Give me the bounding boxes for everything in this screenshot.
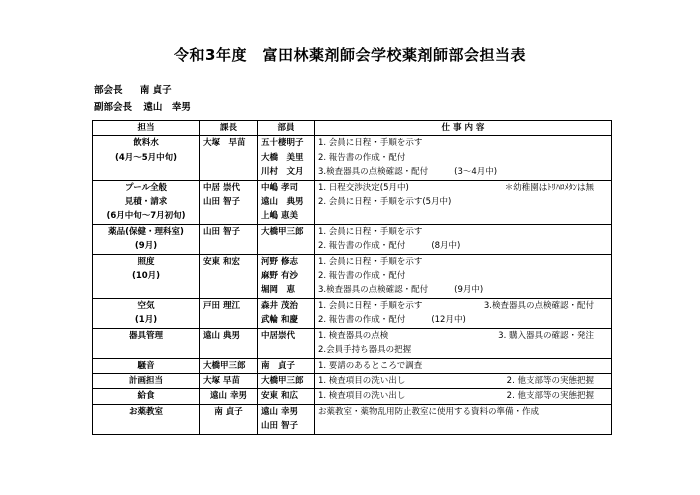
cell-kacho <box>200 283 258 298</box>
cell-buin: 堀岡 恵 <box>258 283 315 298</box>
cell-tanto: 薬品(保健・理科室) <box>93 224 200 239</box>
task-item: (3～4月中) <box>454 167 498 178</box>
task-item: 1. 検査項目の洗い出し <box>318 375 406 386</box>
task-item: 1. 会員に日程・手順を示す <box>318 300 423 311</box>
cell-kacho <box>200 151 258 165</box>
cell-buin: 大橋 美里 <box>258 151 315 165</box>
task-item: 2. 報告書の作成・配付 <box>318 271 406 282</box>
cell-buin <box>258 239 315 254</box>
cell-tanto: プール全般 <box>93 180 200 195</box>
cell-buin: 安東 和広 <box>258 389 315 404</box>
task-item: 2.会員手持ち器具の把握 <box>318 345 412 356</box>
vice-chair-label: 副部会長 <box>94 102 133 113</box>
table-row <box>93 419 612 434</box>
table-row <box>93 328 612 343</box>
cell-buin: 大橋甲三郎 <box>258 373 315 388</box>
task-item: 1. 要請のあるところで調査 <box>318 360 423 371</box>
table-row <box>93 313 612 328</box>
cell-kacho <box>200 239 258 254</box>
cell-tasks <box>315 419 612 434</box>
cell-tasks <box>315 343 612 358</box>
cell-kacho: 南 貞子 <box>200 404 258 419</box>
cell-tasks <box>315 165 612 180</box>
header-tasks: 仕 事 内 容 <box>315 121 612 136</box>
task-item: 2. 報告書の作成・配付 <box>318 315 406 326</box>
task-item: 3.検査器具の点検確認・配付 <box>318 167 429 178</box>
table-row <box>93 165 612 180</box>
table-row <box>93 404 612 419</box>
table-header-row <box>93 121 612 136</box>
cell-buin: 麻野 有沙 <box>258 269 315 283</box>
header-buin: 部員 <box>258 121 315 136</box>
cell-kacho: 山田 智子 <box>200 195 258 209</box>
cell-tasks <box>315 195 612 209</box>
cell-buin: 南 貞子 <box>258 358 315 373</box>
cell-buin: 遠山 典男 <box>258 195 315 209</box>
cell-kacho: 遠山 幸男 <box>200 389 258 404</box>
cell-tanto: 空気 <box>93 298 200 313</box>
task-item: 2. 他支部等の実態把握 <box>506 391 594 402</box>
task-item: 1. 会員に日程・手順を示す <box>318 138 423 149</box>
cell-tanto <box>93 165 200 180</box>
cell-tasks <box>315 180 612 195</box>
cell-kacho <box>200 343 258 358</box>
cell-tasks <box>315 209 612 224</box>
cell-buin: 川村 文月 <box>258 165 315 180</box>
cell-kacho <box>200 165 258 180</box>
table-row <box>93 136 612 151</box>
cell-kacho: 遠山 典男 <box>200 328 258 343</box>
cell-buin: 山田 智子 <box>258 419 315 434</box>
cell-buin: 武輪 和慶 <box>258 313 315 328</box>
table-row <box>93 209 612 224</box>
cell-kacho: 安東 和宏 <box>200 254 258 269</box>
cell-tasks <box>315 328 612 343</box>
cell-kacho: 大塚 早苗 <box>200 373 258 388</box>
cell-buin: 中居崇代 <box>258 328 315 343</box>
cell-kacho: 戸田 理江 <box>200 298 258 313</box>
table-row <box>93 180 612 195</box>
duty-table <box>92 120 612 435</box>
cell-tanto: 騒音 <box>93 358 200 373</box>
cell-tanto: 給食 <box>93 389 200 404</box>
cell-tanto: お薬教室 <box>93 404 200 419</box>
cell-tanto: 器具管理 <box>93 328 200 343</box>
cell-tasks <box>315 269 612 283</box>
cell-tasks <box>315 239 612 254</box>
cell-tanto: 見積・請求 <box>93 195 200 209</box>
table-row <box>93 254 612 269</box>
table-row <box>93 298 612 313</box>
chair-line <box>94 82 172 96</box>
task-item: (8月中) <box>431 241 461 252</box>
cell-buin <box>258 343 315 358</box>
table-row <box>93 195 612 209</box>
cell-tasks <box>315 224 612 239</box>
cell-tasks <box>315 283 612 298</box>
cell-tasks <box>315 373 612 388</box>
table-body <box>93 136 612 434</box>
page-title: 令和3年度 富田林薬剤師会学校薬剤師部会担当表 <box>174 46 526 64</box>
header-tanto: 担当 <box>93 121 200 136</box>
task-item: 1. 検査項目の洗い出し <box>318 391 406 402</box>
cell-kacho <box>200 313 258 328</box>
vice-chair-line <box>94 99 191 113</box>
cell-tanto: (10月) <box>93 269 200 283</box>
cell-tasks <box>315 313 612 328</box>
table-row <box>93 151 612 165</box>
task-item: 1. 会員に日程・手順を示す <box>318 226 423 237</box>
cell-buin: 中嶋 孝司 <box>258 180 315 195</box>
cell-tasks <box>315 298 612 313</box>
cell-tanto <box>93 419 200 434</box>
cell-tasks <box>315 404 612 419</box>
cell-tanto: 飲料水 <box>93 136 200 151</box>
task-item: ＊幼稚園はﾄﾘﾊﾛﾒﾀﾝは無 <box>504 182 594 193</box>
cell-kacho: 中居 崇代 <box>200 180 258 195</box>
task-item: 2. 会員に日程・手順を示す(5月中) <box>318 197 452 208</box>
cell-tanto: 計画担当 <box>93 373 200 388</box>
table-row <box>93 283 612 298</box>
cell-kacho <box>200 209 258 224</box>
task-item: 1. 会員に日程・手順を示す <box>318 256 423 267</box>
cell-kacho: 山田 智子 <box>200 224 258 239</box>
cell-buin: 森井 茂治 <box>258 298 315 313</box>
cell-tanto <box>93 283 200 298</box>
task-item: (9月中) <box>454 285 484 296</box>
cell-tanto: (6月中旬～7月初旬) <box>93 209 200 224</box>
table-row <box>93 343 612 358</box>
task-item: 3. 購入器具の確認・発注 <box>498 330 594 341</box>
header-kacho: 課長 <box>200 121 258 136</box>
cell-kacho: 大橋甲三郎 <box>200 358 258 373</box>
cell-tanto: (1月) <box>93 313 200 328</box>
cell-tasks <box>315 254 612 269</box>
cell-tasks <box>315 389 612 404</box>
chair-label: 部会長 <box>94 85 123 96</box>
vice-chair-name: 遠山 幸男 <box>143 102 191 113</box>
table-row <box>93 373 612 388</box>
task-item: お薬教室・薬物乱用防止教室に使用する資料の準備・作成 <box>318 406 540 417</box>
cell-buin: 遠山 幸男 <box>258 404 315 419</box>
task-item: 1. 日程交渉決定(5月中) <box>318 182 409 193</box>
task-item: 1. 検査器具の点検 <box>318 330 389 341</box>
task-item: 2. 報告書の作成・配付 <box>318 152 406 163</box>
task-item: (12月中) <box>431 315 466 326</box>
table-row <box>93 358 612 373</box>
table-row <box>93 269 612 283</box>
table-row <box>93 224 612 239</box>
chair-name: 南 貞子 <box>139 85 172 96</box>
cell-tanto: (4月～5月中旬) <box>93 151 200 165</box>
task-item: 2. 報告書の作成・配付 <box>318 241 406 252</box>
cell-tanto: (9月) <box>93 239 200 254</box>
cell-buin: 河野 修志 <box>258 254 315 269</box>
cell-tasks <box>315 358 612 373</box>
task-item: 2. 他支部等の実態把握 <box>506 375 594 386</box>
task-item: 3.検査器具の点検確認・配付 <box>483 300 594 311</box>
cell-buin: 五十棲明子 <box>258 136 315 151</box>
cell-buin: 上嶋 恵美 <box>258 209 315 224</box>
cell-kacho <box>200 419 258 434</box>
cell-kacho: 大塚 早苗 <box>200 136 258 151</box>
task-item: 3.検査器具の点検確認・配付 <box>318 285 429 296</box>
cell-kacho <box>200 269 258 283</box>
cell-tasks <box>315 151 612 165</box>
cell-buin: 大橋甲三郎 <box>258 224 315 239</box>
cell-tanto: 照度 <box>93 254 200 269</box>
cell-tanto <box>93 343 200 358</box>
cell-tasks <box>315 136 612 151</box>
table-row <box>93 239 612 254</box>
table-row <box>93 389 612 404</box>
